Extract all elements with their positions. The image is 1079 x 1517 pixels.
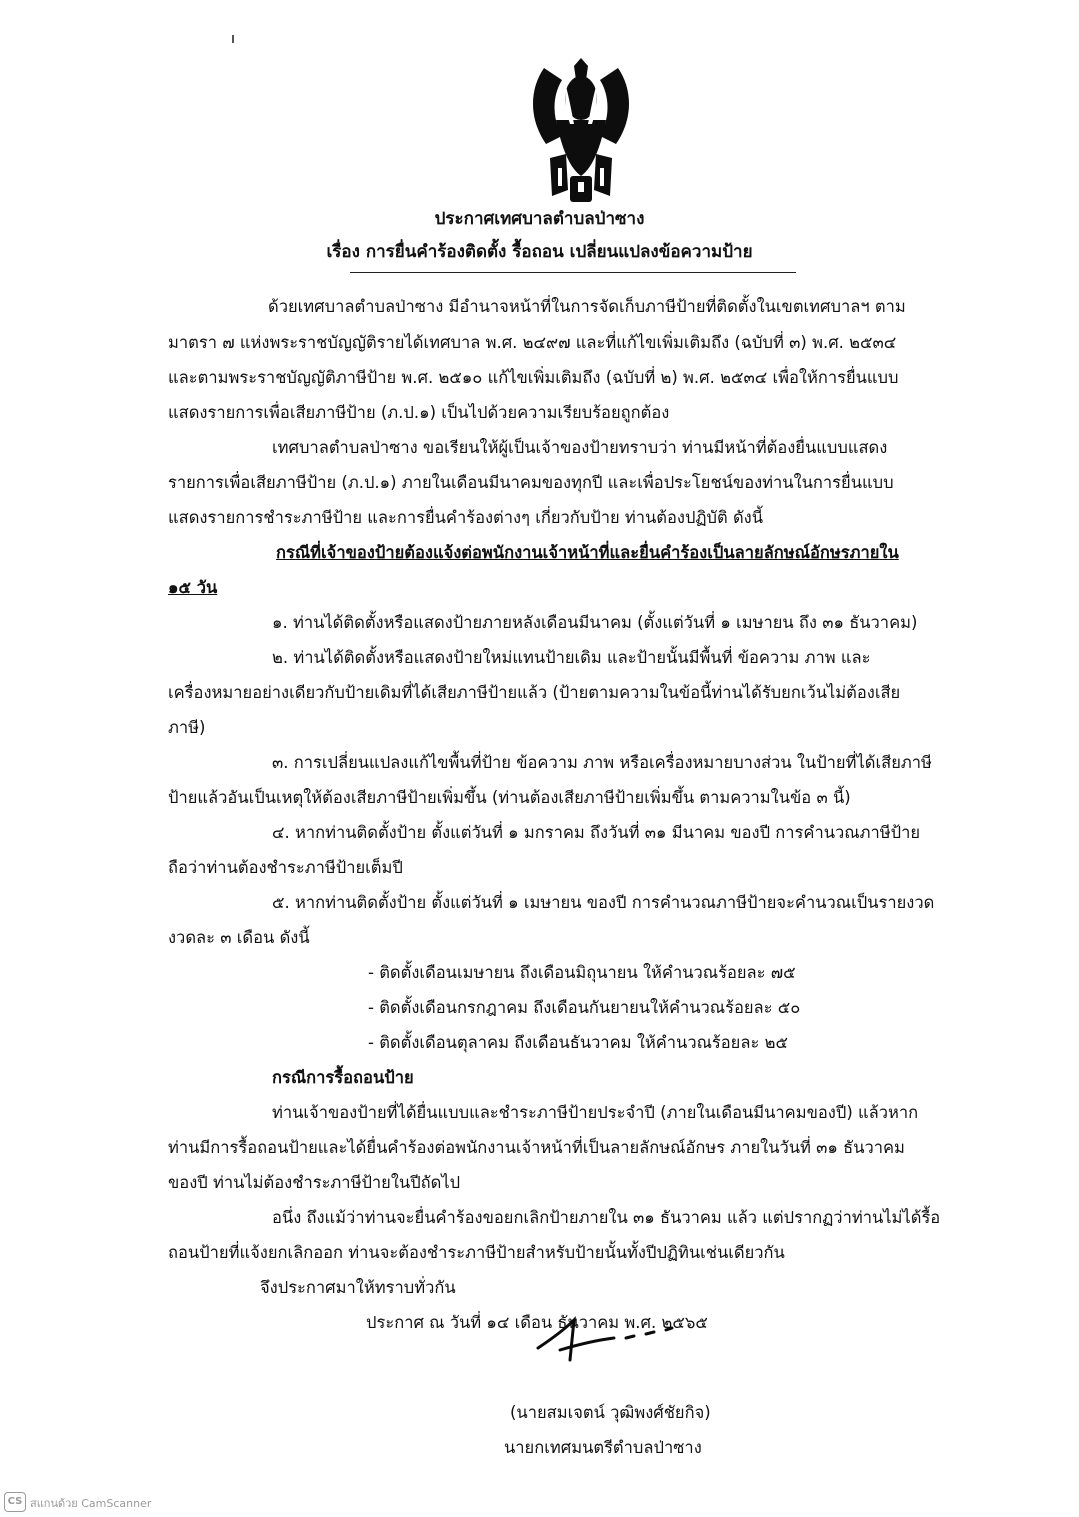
list-item: เครื่องหมายอย่างเดียวกับป้ายเดิมที่ได้เสียภาษีป้ายแล้ว (ป้ายตามความในข้อนี้ท่านได้รับยกเว้นไม่ต้องเสีย	[168, 683, 901, 702]
body-line: ถอนป้ายที่แจ้งยกเลิกออก ท่านจะต้องชำระภาษีป้ายสำหรับป้ายนั้นทั้งปีปฏิทินเช่นเดียวกัน	[168, 1243, 785, 1262]
section-heading: กรณีการรื้อถอนป้าย	[272, 1068, 414, 1087]
body-line: เทศบาลตำบลป่าซาง ขอเรียนให้ผู้เป็นเจ้าของป้ายทราบว่า ท่านมีหน้าที่ต้องยื่นแบบแสดง	[272, 438, 888, 457]
section-heading: ๑๕ วัน	[168, 578, 218, 597]
subject-line: เรื่อง การยื่นคำร้องติดตั้ง รื้อถอน เปลี่ยนแปลงข้อความป้าย	[326, 242, 753, 262]
body-line: และตามพระราชบัญญัติภาษีป้าย พ.ศ. ๒๕๑๐ แก้ไขเพิ่มเติมถึง (ฉบับที่ ๒) พ.ศ. ๒๕๓๔ เพื่อให้การยื่นแบบ	[168, 368, 899, 387]
list-item: งวดละ ๓ เดือน ดังนี้	[168, 928, 310, 947]
signature-icon	[530, 1300, 690, 1370]
body-line: มาตรา ๗ แห่งพระราชบัญญัติรายได้เทศบาล พ.ศ. ๒๔๙๗ และที่แก้ไขเพิ่มเติมถึง (ฉบับที่ ๓) พ.ศ. ๒๕๓๔	[168, 333, 897, 352]
list-item: ๒. ท่านได้ติดตั้งหรือแสดงป้ายใหม่แทนป้ายเดิม และป้ายนั้นมีพื้นที่ ข้อความ ภาพ และ	[272, 648, 871, 667]
signer-name: (นายสมเจตน์ วุฒิพงศ์ชัยกิจ)	[510, 1403, 711, 1422]
list-item: ๔. หากท่านติดตั้งป้าย ตั้งแต่วันที่ ๑ มกราคม ถึงวันที่ ๓๑ มีนาคม ของปี การคำนวณภาษีป้าย	[272, 823, 920, 842]
body-line: อนึ่ง ถึงแม้ว่าท่านจะยื่นคำร้องขอยกเลิกป้ายภายใน ๓๑ ธันวาคม แล้ว แต่ปรากฏว่าท่านไม่ได้รื้อ	[272, 1208, 941, 1227]
body-line: แสดงรายการชำระภาษีป้าย และการยื่นคำร้องต่างๆ เกี่ยวกับป้าย ท่านต้องปฏิบัติ ดังนี้	[168, 508, 764, 527]
camscanner-logo-icon: CS	[4, 1492, 26, 1512]
list-item: ภาษี)	[168, 718, 206, 737]
sub-list-item: - ติดตั้งเดือนกรกฎาคม ถึงเดือนกันยายนให้คำนวณร้อยละ ๕๐	[368, 998, 801, 1017]
body-line: ท่านเจ้าของป้ายที่ได้ยื่นแบบและชำระภาษีป้ายประจำปี (ภายในเดือนมีนาคมของปี) แล้วหาก	[272, 1103, 919, 1122]
body-line: ท่านมีการรื้อถอนป้ายและได้ยื่นคำร้องต่อพนักงานเจ้าหน้าที่เป็นลายลักษณ์อักษร ภายในวันที่ ๓๑ ธันวาคม	[168, 1138, 905, 1157]
list-item: ๑. ท่านได้ติดตั้งหรือแสดงป้ายภายหลังเดือนมีนาคม (ตั้งแต่วันที่ ๑ เมษายน ถึง ๓๑ ธันวาคม)	[272, 613, 918, 632]
page-title: ประกาศเทศบาลตำบลป่าซาง	[434, 209, 645, 229]
list-item: ป้ายแล้วอันเป็นเหตุให้ต้องเสียภาษีป้ายเพิ่มขึ้น (ท่านต้องเสียภาษีป้ายเพิ่มขึ้น ตามความในข้อ ๓ นี้)	[168, 788, 851, 807]
garuda-emblem-icon	[522, 58, 640, 204]
section-heading: กรณีที่เจ้าของป้ายต้องแจ้งต่อพนักงานเจ้าหน้าที่และยื่นคำร้องเป็นลายลักษณ์อักษรภายใน	[276, 543, 899, 562]
body-line: รายการเพื่อเสียภาษีป้าย (ภ.ป.๑) ภายในเดือนมีนาคมของทุกปี และเพื่อประโยชน์ของท่านในการยื่นแบบ	[168, 473, 894, 492]
list-item: ๓. การเปลี่ยนแปลงแก้ไขพื้นที่ป้าย ข้อความ ภาพ หรือเครื่องหมายบางส่วน ในป้ายที่ได้เสียภาษี	[272, 753, 932, 772]
sub-list-item: - ติดตั้งเดือนเมษายน ถึงเดือนมิถุนายน ให้คำนวณร้อยละ ๗๕	[368, 963, 796, 982]
date-line: ประกาศ ณ วันที่ ๑๔ เดือน ธันวาคม พ.ศ. ๒๕๖๕	[366, 1313, 708, 1332]
list-item: ถือว่าท่านต้องชำระภาษีป้ายเต็มปี	[168, 858, 403, 877]
body-line: ของปี ท่านไม่ต้องชำระภาษีป้ายในปีถัดไป	[168, 1173, 461, 1192]
closing-line: จึงประกาศมาให้ทราบทั่วกัน	[260, 1278, 456, 1297]
body-line: ด้วยเทศบาลตำบลป่าซาง มีอำนาจหน้าที่ในการจัดเก็บภาษีป้ายที่ติดตั้งในเขตเทศบาลฯ ตาม	[268, 297, 906, 316]
scan-speck	[232, 35, 234, 43]
body-line: แสดงรายการเพื่อเสียภาษีป้าย (ภ.ป.๑) เป็นไปด้วยความเรียบร้อยถูกต้อง	[168, 403, 670, 422]
divider	[350, 272, 796, 273]
list-item: ๕. หากท่านติดตั้งป้าย ตั้งแต่วันที่ ๑ เมษายน ของปี การคำนวณภาษีป้ายจะคำนวณเป็นรายงวด	[272, 893, 935, 912]
sub-list-item: - ติดตั้งเดือนตุลาคม ถึงเดือนธันวาคม ให้คำนวณร้อยละ ๒๕	[368, 1033, 788, 1052]
signer-title: นายกเทศมนตรีตำบลป่าซาง	[504, 1438, 702, 1457]
watermark-text: สแกนด้วย CamScanner	[30, 1497, 152, 1510]
